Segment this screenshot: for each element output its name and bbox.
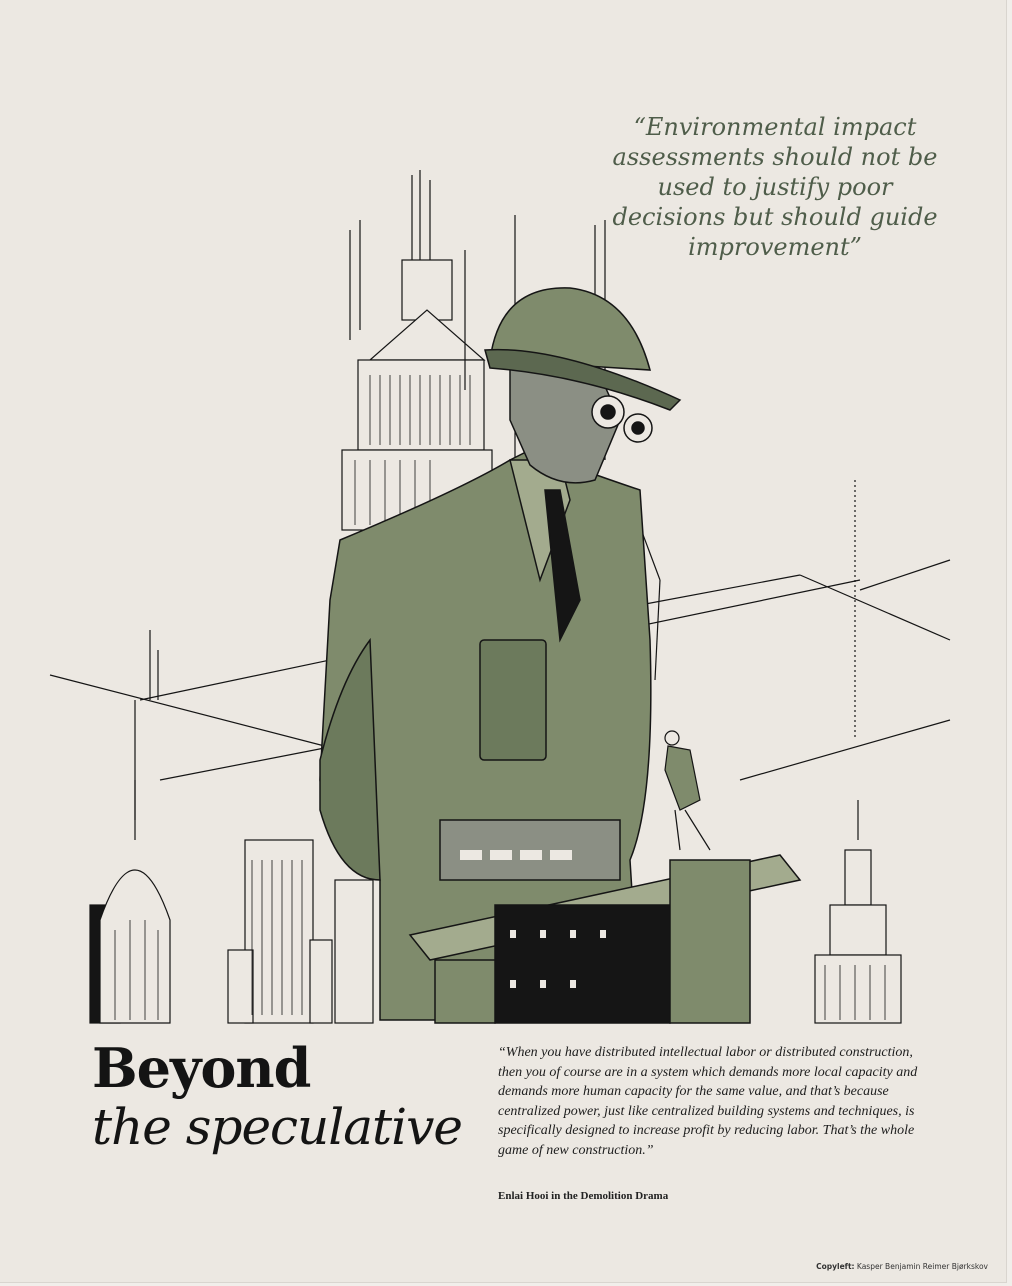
title-line-1: Beyond — [92, 1036, 311, 1100]
copyleft-label: Copyleft: — [816, 1262, 855, 1271]
body-quote: “When you have distributed intellectual labor or distributed construction, then you of course are in a system which demands more local capacity and demands more human capacity for the same value, and that’s because centralized power, just like centralized building systems and techniques, is specifically designed to increase profit by reducing labor. That’s the whole game of new construction.” — [498, 1045, 918, 1158]
quote-attribution: Enlai Hooi in the Demolition Drama — [498, 1190, 669, 1202]
copyleft-credit — [816, 1262, 988, 1271]
pull-quote: “Environmental impact assessments should not be used to justify poor decisions but should guide improvement” — [612, 113, 938, 261]
illustration-worker-skyline — [40, 160, 960, 1030]
copyleft-name: Kasper Benjamin Reimer Bjørkskov — [856, 1262, 988, 1271]
article-title — [92, 1038, 462, 1156]
title-line-2: the speculative — [92, 1098, 462, 1156]
